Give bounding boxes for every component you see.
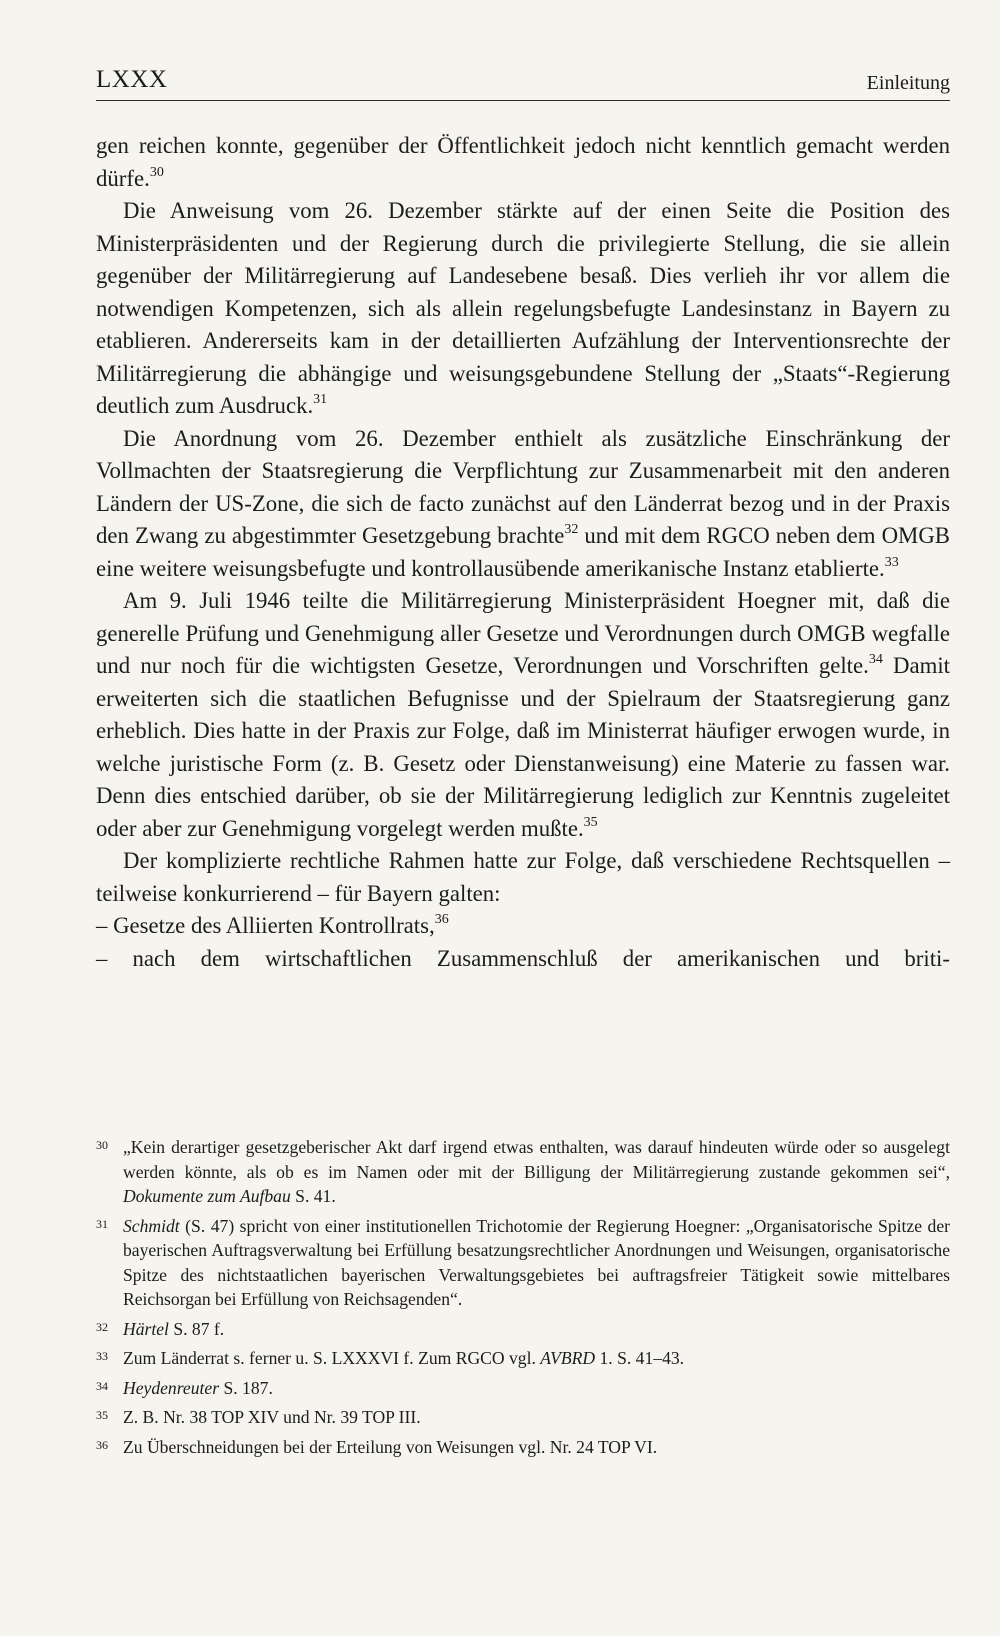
footnote-ref[interactable]: 35	[583, 814, 598, 830]
paragraph: Am 9. Juli 1946 teilte die Militärregierung Ministerpräsident Hoegner mit, daß die generelle Prüfung und Genehmigung aller Gesetze und Verordnungen durch OMGB wegfalle und nur noch für die wichtigsten Gesetze, Verordnungen und Vorschriften gelte.$^{34}$ Damit erweiterten sich die staatlichen Befugnisse und der Spielraum der Staatsregierung ganz erheblich. Dies hatte in der Praxis zur Folge, daß im Ministerrat häufiger erwogen wurde, in welche juristische Form (z. B. Gesetz oder Dienstanweisung) eine Materie zu fassen war. Denn dies entschied darüber, ob sie der Militärregierung lediglich zur Kenntnis zugeleitet oder aber zur Genehmigung vorgelegt werden mußte.$^{35}$	[96, 588, 950, 841]
paragraph: Der komplizierte rechtliche Rahmen hatte zur Folge, daß verschiedene Rechtsquellen – teilweise konkurrierend – für Bayern galten:	[96, 848, 950, 906]
paragraph: Die Anweisung vom 26. Dezember stärkte auf der einen Seite die Position des Ministerpräsidenten und der Regierung durch die privilegierte Stellung, die sie allein gegenüber der Militärregierung auf Landesebene besaß. Dies verlieh ihr vor allem die notwendigen Kompetenzen, sich als allein regelungsbefugte Landesinstanz in Bayern zu etablieren. Andererseits kam in der detaillierten Aufzählung der Interventionsrechte der Militärregierung die abhängige und weisungsgebundene Stellung der „Staats“-Regierung deutlich zum Ausdruck.$^{31}$	[96, 198, 950, 418]
footnote-number: 35	[96, 1408, 108, 1422]
running-head: Einleitung	[866, 72, 950, 94]
footnote-number: 34	[96, 1378, 108, 1393]
footnote-number: 30	[96, 1138, 108, 1152]
footnote: 33 Zum Länderrat s. ferner u. S. LXXXVI f. Zum RGCO vgl. AVBRD 1. S. 41–43.	[96, 1346, 950, 1371]
footnote: 34 Heydenreuter S. 187.	[96, 1376, 950, 1401]
paragraph: gen reichen konnte, gegenüber der Öffentlichkeit jedoch nicht kenntlich gemacht werden dürfe.$^{30}$	[96, 133, 950, 191]
footnote-number: 36	[96, 1437, 108, 1452]
footnote-number: 31	[96, 1216, 108, 1231]
paragraph: Die Anordnung vom 26. Dezember enthielt als zusätzliche Einschränkung der Vollmachten der Staatsregierung die Verpflichtung zur Zusammenarbeit mit den anderen Ländern der US-Zone, die sich de facto zunächst auf den Länderrat bezog und in der Praxis den Zwang zu abgestimmter Gesetzgebung brachte$^{32}$ und mit dem RGCO neben dem OMGB eine weitere weisungsbefugte und kontrollausübende amerikanische Instanz etablierte.$^{33}$	[96, 425, 950, 581]
footnote-number: 33	[96, 1349, 108, 1363]
footnote-ref[interactable]: 36	[434, 912, 449, 928]
footnote-ref[interactable]: 34	[868, 652, 883, 668]
footnote: 32 Härtel S. 87 f.	[96, 1317, 950, 1342]
page-header	[96, 62, 950, 101]
footnote-ref[interactable]: 31	[313, 392, 328, 408]
footnote-ref[interactable]: 33	[884, 554, 899, 570]
list-item: – Gesetze des Alliierten Kontrollrats,$^{36}$	[96, 912, 449, 938]
footnotes	[96, 1135, 950, 1464]
body-text	[96, 130, 950, 975]
page-number: LXXX	[96, 66, 168, 93]
footnote-number: 32	[96, 1319, 108, 1334]
footnote: 31 Schmidt (S. 47) spricht von einer institutionellen Trichotomie der Regierung Hoegner: „Organisatorische Spitze der bayerischen Auftragsverwaltung bei Erfüllung besatzungsrechtlicher Anordnungen und Weisungen, organisatorische Spitze des nichtstaatlichen bayerischen Verwaltungsgebietes bei auftragsfreier Tätigkeit sowie mittelbares Reichsorgan bei Erfüllung von Reichsagenden“.	[96, 1214, 950, 1312]
footnote: 36 Zu Überschneidungen bei der Erteilung von Weisungen vgl. Nr. 24 TOP VI.	[96, 1435, 950, 1460]
footnote-ref[interactable]: 30	[149, 164, 164, 180]
footnote: 30 „Kein derartiger gesetzgeberischer Akt darf irgend etwas enthalten, was darauf hindeuten würde oder so ausgelegt werden könnte, als ob es im Namen oder mit der Billigung der Militärregierung zustande gekommen sei“, Dokumente zum Aufbau S. 41.	[96, 1135, 950, 1209]
footnote-ref[interactable]: 32	[564, 522, 579, 538]
list-item: – nach dem wirtschaftlichen Zusammenschluß der amerikanischen und briti-	[96, 945, 950, 971]
footnote: 35 Z. B. Nr. 38 TOP XIV und Nr. 39 TOP III.	[96, 1405, 950, 1430]
